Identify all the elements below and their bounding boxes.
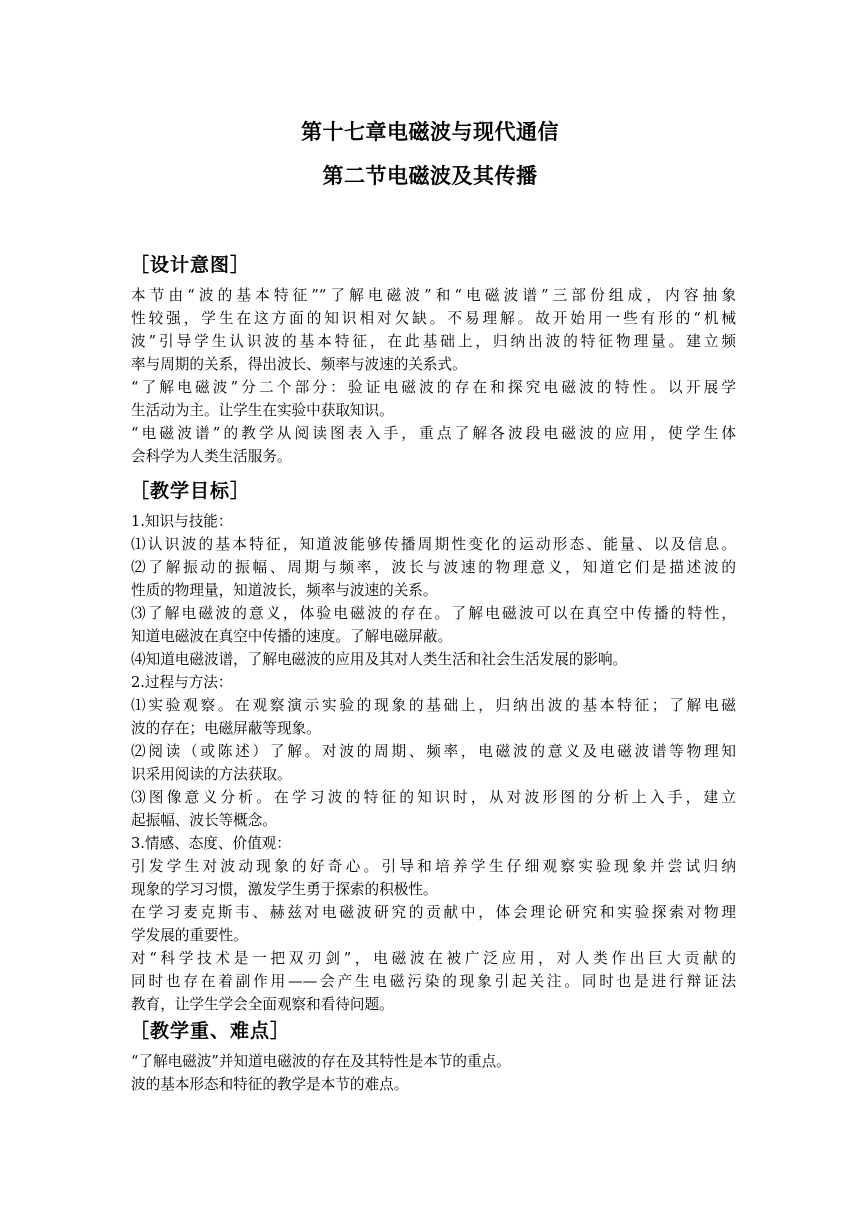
paragraph-line: 同时也存在着副作用——会产生电磁污染的现象引起关注。同时也是进行辩证法 (131, 973, 736, 990)
paragraph-line: 波的存在；电磁屏蔽等现象。 (131, 720, 321, 737)
objectives-heading: ［教学目标］ (130, 480, 251, 502)
paragraph-line: 学发展的重要性。 (131, 927, 248, 944)
paragraph-line: 1.知识与技能： (131, 513, 233, 530)
design-intent-heading: ［设计意图］ (130, 254, 251, 276)
paragraph-line: 识采用阅读的方法获取。 (131, 766, 292, 783)
paragraph-line: 知道电磁波在真空中传播的速度。了解电磁屏蔽。 (131, 628, 453, 645)
paragraph-line: 在学习麦克斯韦、赫兹对电磁波研究的贡献中，体会理论研究和实验探索对物理 (131, 904, 736, 921)
paragraph-line: 现象的学习习惯，激发学生勇于探索的积极性。 (131, 881, 438, 898)
paragraph-line: 起振幅、波长等概念。 (131, 812, 277, 829)
design-intent-body (131, 284, 736, 468)
paragraph-line: 性较强，学生在这方面的知识相对欠缺。不易理解。故开始用一些有形的“机械 (131, 310, 736, 327)
paragraph-line: 本节由“波的基本特征”“了解电磁波”和“电磁波谱”三部份组成，内容抽象 (131, 287, 736, 304)
paragraph-line: “了解电磁波”并知道电磁波的存在及其特性是本节的重点。 (131, 1053, 511, 1070)
objectives-body (131, 510, 736, 1016)
paragraph-line: 2.过程与方法： (131, 674, 233, 691)
paragraph-line: ⑵阅读（或陈述）了解。对波的周期、频率，电磁波的意义及电磁波谱等物理知 (131, 743, 736, 760)
paragraph-line: ⑶图像意义分析。在学习波的特征的知识时，从对波形图的分析上入手，建立 (131, 789, 736, 806)
paragraph-line: 率与周期的关系，得出波长、频率与波速的关系式。 (131, 356, 467, 373)
paragraph-line: 引发学生对波动现象的好奇心。引导和培养学生仔细观察实验现象并尝试归纳 (131, 858, 736, 875)
paragraph-line: “电磁波谱”的教学从阅读图表入手，重点了解各波段电磁波的应用，使学生体 (131, 425, 736, 442)
paragraph-line: ⑶了解电磁波的意义，体验电磁波的存在。了解电磁波可以在真空中传播的特性， (131, 605, 736, 622)
paragraph-line: ⑷知道电磁波谱，了解电磁波的应用及其对人类生活和社会生活发展的影响。 (131, 651, 628, 668)
paragraph-line: ⑵了解振动的振幅、周期与频率，波长与波速的物理意义，知道它们是描述波的 (131, 559, 736, 576)
paragraph-line: 3.情感、态度、价值观： (131, 835, 291, 852)
paragraph-line: 性质的物理量，知道波长，频率与波速的关系。 (131, 582, 438, 599)
paragraph-line: 对“科学技术是一把双刃剑”，电磁波在被广泛应用，对人类作出巨大贡献的 (131, 950, 736, 967)
paragraph-line: ⑴实验观察。在观察演示实验的现象的基础上，归纳出波的基本特征；了解电磁 (131, 697, 736, 714)
paragraph-line: 波”引导学生认识波的基本特征，在此基础上，归纳出波的特征物理量。建立频 (131, 333, 736, 350)
key-points-heading: ［教学重、难点］ (130, 1020, 291, 1042)
paragraph-line: “了解电磁波”分二个部分：验证电磁波的存在和探究电磁波的特性。以开展学 (131, 379, 736, 396)
paragraph-line: 教育，让学生学会全面观察和看待问题。 (131, 996, 394, 1013)
paragraph-line: 生活动为主。让学生在实验中获取知识。 (131, 402, 394, 419)
paragraph-line: 波的基本形态和特征的教学是本节的难点。 (131, 1076, 409, 1093)
section-title: 第二节电磁波及其传播 (322, 164, 538, 188)
key-points-body (131, 1050, 736, 1096)
chapter-title: 第十七章电磁波与现代通信 (301, 120, 559, 144)
paragraph-line: 会科学为人类生活服务。 (131, 448, 292, 465)
paragraph-line: ⑴认识波的基本特征，知道波能够传播周期性变化的运动形态、能量、以及信息。 (131, 536, 736, 553)
